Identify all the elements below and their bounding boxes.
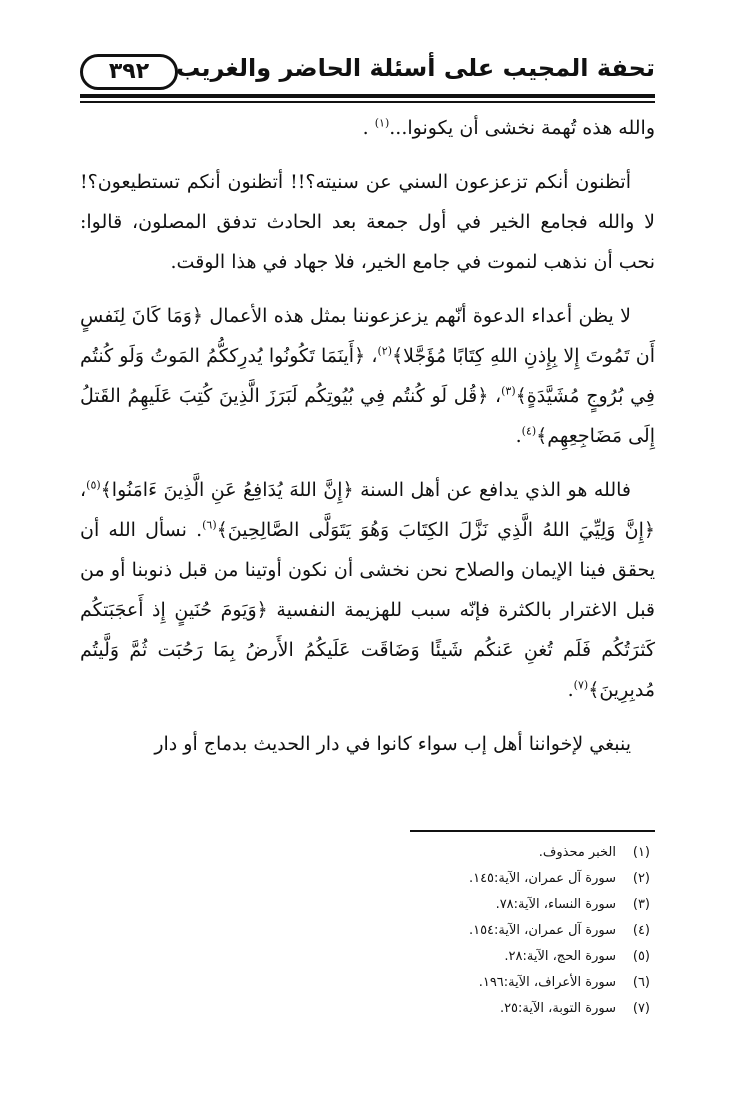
quran-verse: ﴿وَيَومَ حُنَينٍ إِذ أَعجَبَتكُم كَثرَتُكُم فَلَم تُغنِ عَنكُم شَيئًا وَضَاقَت عَلَيكُمُ الأَرضُ بِمَا رَحُبَت ثُمَّ وَلَّيتُم مُدبِرِينَ﴾ <box>80 599 655 701</box>
paragraph-2: أتظنون أنكم تزعزعون السني عن سنيته؟!! أتظنون أنكم تستطيعون؟! لا والله فجامع الخير في أول جمعة بعد الحادث تدفق المصلون، قالوا: نحب أن نذهب لنموت في جامع الخير، فلا جهاد في هذا الوقت. <box>80 171 656 273</box>
footnote-item <box>350 866 650 892</box>
quran-verse: ﴿قُل لَو كُنتُم فِي بُيُوتِكُم لَبَرَزَ الَّذِينَ كُتِبَ عَلَيهِمُ القَتلُ إِلَى مَضَاجِعِهِم﴾ <box>80 385 655 447</box>
footnote-text: سورة النساء، الآية:٧٨. <box>495 897 616 912</box>
header-rule-thin <box>80 101 655 103</box>
separator: . <box>567 679 574 701</box>
footnote-number: (٤) <box>632 923 650 938</box>
quran-verse: ﴿وَمَا كَانَ لِنَفسٍ أَن تَمُوتَ إِلا بِإِذنِ اللهِ كِتَابًا مُؤَجَّلا﴾ <box>80 305 656 367</box>
body-text <box>80 108 655 778</box>
quran-verse: ﴿إِنَّ اللهَ يُدَافِعُ عَنِ الَّذِينَ ءَامَنُوا﴾ <box>100 479 354 501</box>
footnote-number: (١) <box>632 845 650 860</box>
page-number: ٣٩٢ <box>80 54 178 90</box>
footnote-ref[interactable]: (٣) <box>501 384 516 398</box>
separator: ، <box>365 345 378 367</box>
footnote-text: سورة آل عمران، الآية:١٤٥. <box>468 871 616 886</box>
separator: ، <box>488 385 502 407</box>
page-header <box>80 50 655 108</box>
paragraph-1-text: والله هذه تُهمة نخشى أن يكونوا... <box>389 117 655 139</box>
footnote-ref[interactable]: (٥) <box>86 478 101 492</box>
paragraph-1 <box>80 108 655 148</box>
footnote-text: سورة الحج، الآية:٢٨. <box>504 949 616 964</box>
footnote-ref[interactable]: (٢) <box>377 344 392 358</box>
paragraph-5: ينبغي لإخواننا أهل إب سواء كانوا في دار الحديث بدماج أو دار <box>154 733 631 755</box>
book-title: تحفة المجيب على أسئلة الحاضر والغريب <box>176 54 655 82</box>
paragraph-3-intro: لا يظن أعداء الدعوة أنّهم يزعزعوننا بمثل هذه الأعمال <box>203 305 631 327</box>
footnote-number: (٣) <box>632 897 650 912</box>
footnote-item <box>350 892 650 918</box>
paragraph-1-tail: . <box>362 117 375 139</box>
paragraph-4-intro: فالله هو الذي يدافع عن أهل السنة <box>353 479 631 501</box>
footnote-item <box>350 840 650 866</box>
footnote-ref[interactable]: (٧) <box>573 678 589 692</box>
footnote-item <box>350 944 650 970</box>
footnote-text: الخبر محذوف. <box>538 845 616 860</box>
footnote-text: سورة التوبة، الآية:٢٥. <box>499 1001 616 1016</box>
footnote-item <box>350 970 650 996</box>
footnote-divider <box>410 830 655 832</box>
header-rule-thick <box>80 94 655 98</box>
footnote-ref[interactable]: (١) <box>374 116 390 130</box>
footnote-number: (٥) <box>632 949 650 964</box>
footnote-number: (٦) <box>632 975 650 990</box>
footnote-item <box>350 918 650 944</box>
paragraph-4 <box>80 470 655 710</box>
footnote-text: سورة الأعراف، الآية:١٩٦. <box>478 975 616 990</box>
footnote-item <box>350 996 650 1022</box>
footnotes-list <box>350 840 650 1022</box>
quran-verse: ﴿أَينَمَا تَكُونُوا يُدرِككُّمُ المَوتُ وَلَو كُنتُم فِي بُرُوجٍ مُشَيَّدَةٍ﴾ <box>80 345 655 407</box>
footnote-number: (٧) <box>632 1001 650 1016</box>
separator: ، <box>80 479 87 501</box>
paragraph-3 <box>80 296 655 456</box>
paragraph-4-middle: . نسأل الله أن يحقق فينا الإيمان والصلاح نحن نخشى أن نكون أوتينا من قبل ذنوبنا أو من قبل الاغترار بالكثرة فإنّه سبب للهزيمة النفسية <box>80 519 656 621</box>
footnote-number: (٢) <box>632 871 650 886</box>
footnote-ref[interactable]: (٦) <box>202 518 217 532</box>
quran-verse: ﴿إِنَّ وَلِيِّيَ اللهُ الَّذِي نَزَّلَ الكِتَابَ وَهُوَ يَتَوَلَّى الصَّالِحِينَ﴾ <box>216 519 655 541</box>
footnote-ref[interactable]: (٤) <box>521 424 537 438</box>
footnote-text: سورة آل عمران، الآية:١٥٤. <box>468 923 616 938</box>
separator: . <box>515 425 522 447</box>
